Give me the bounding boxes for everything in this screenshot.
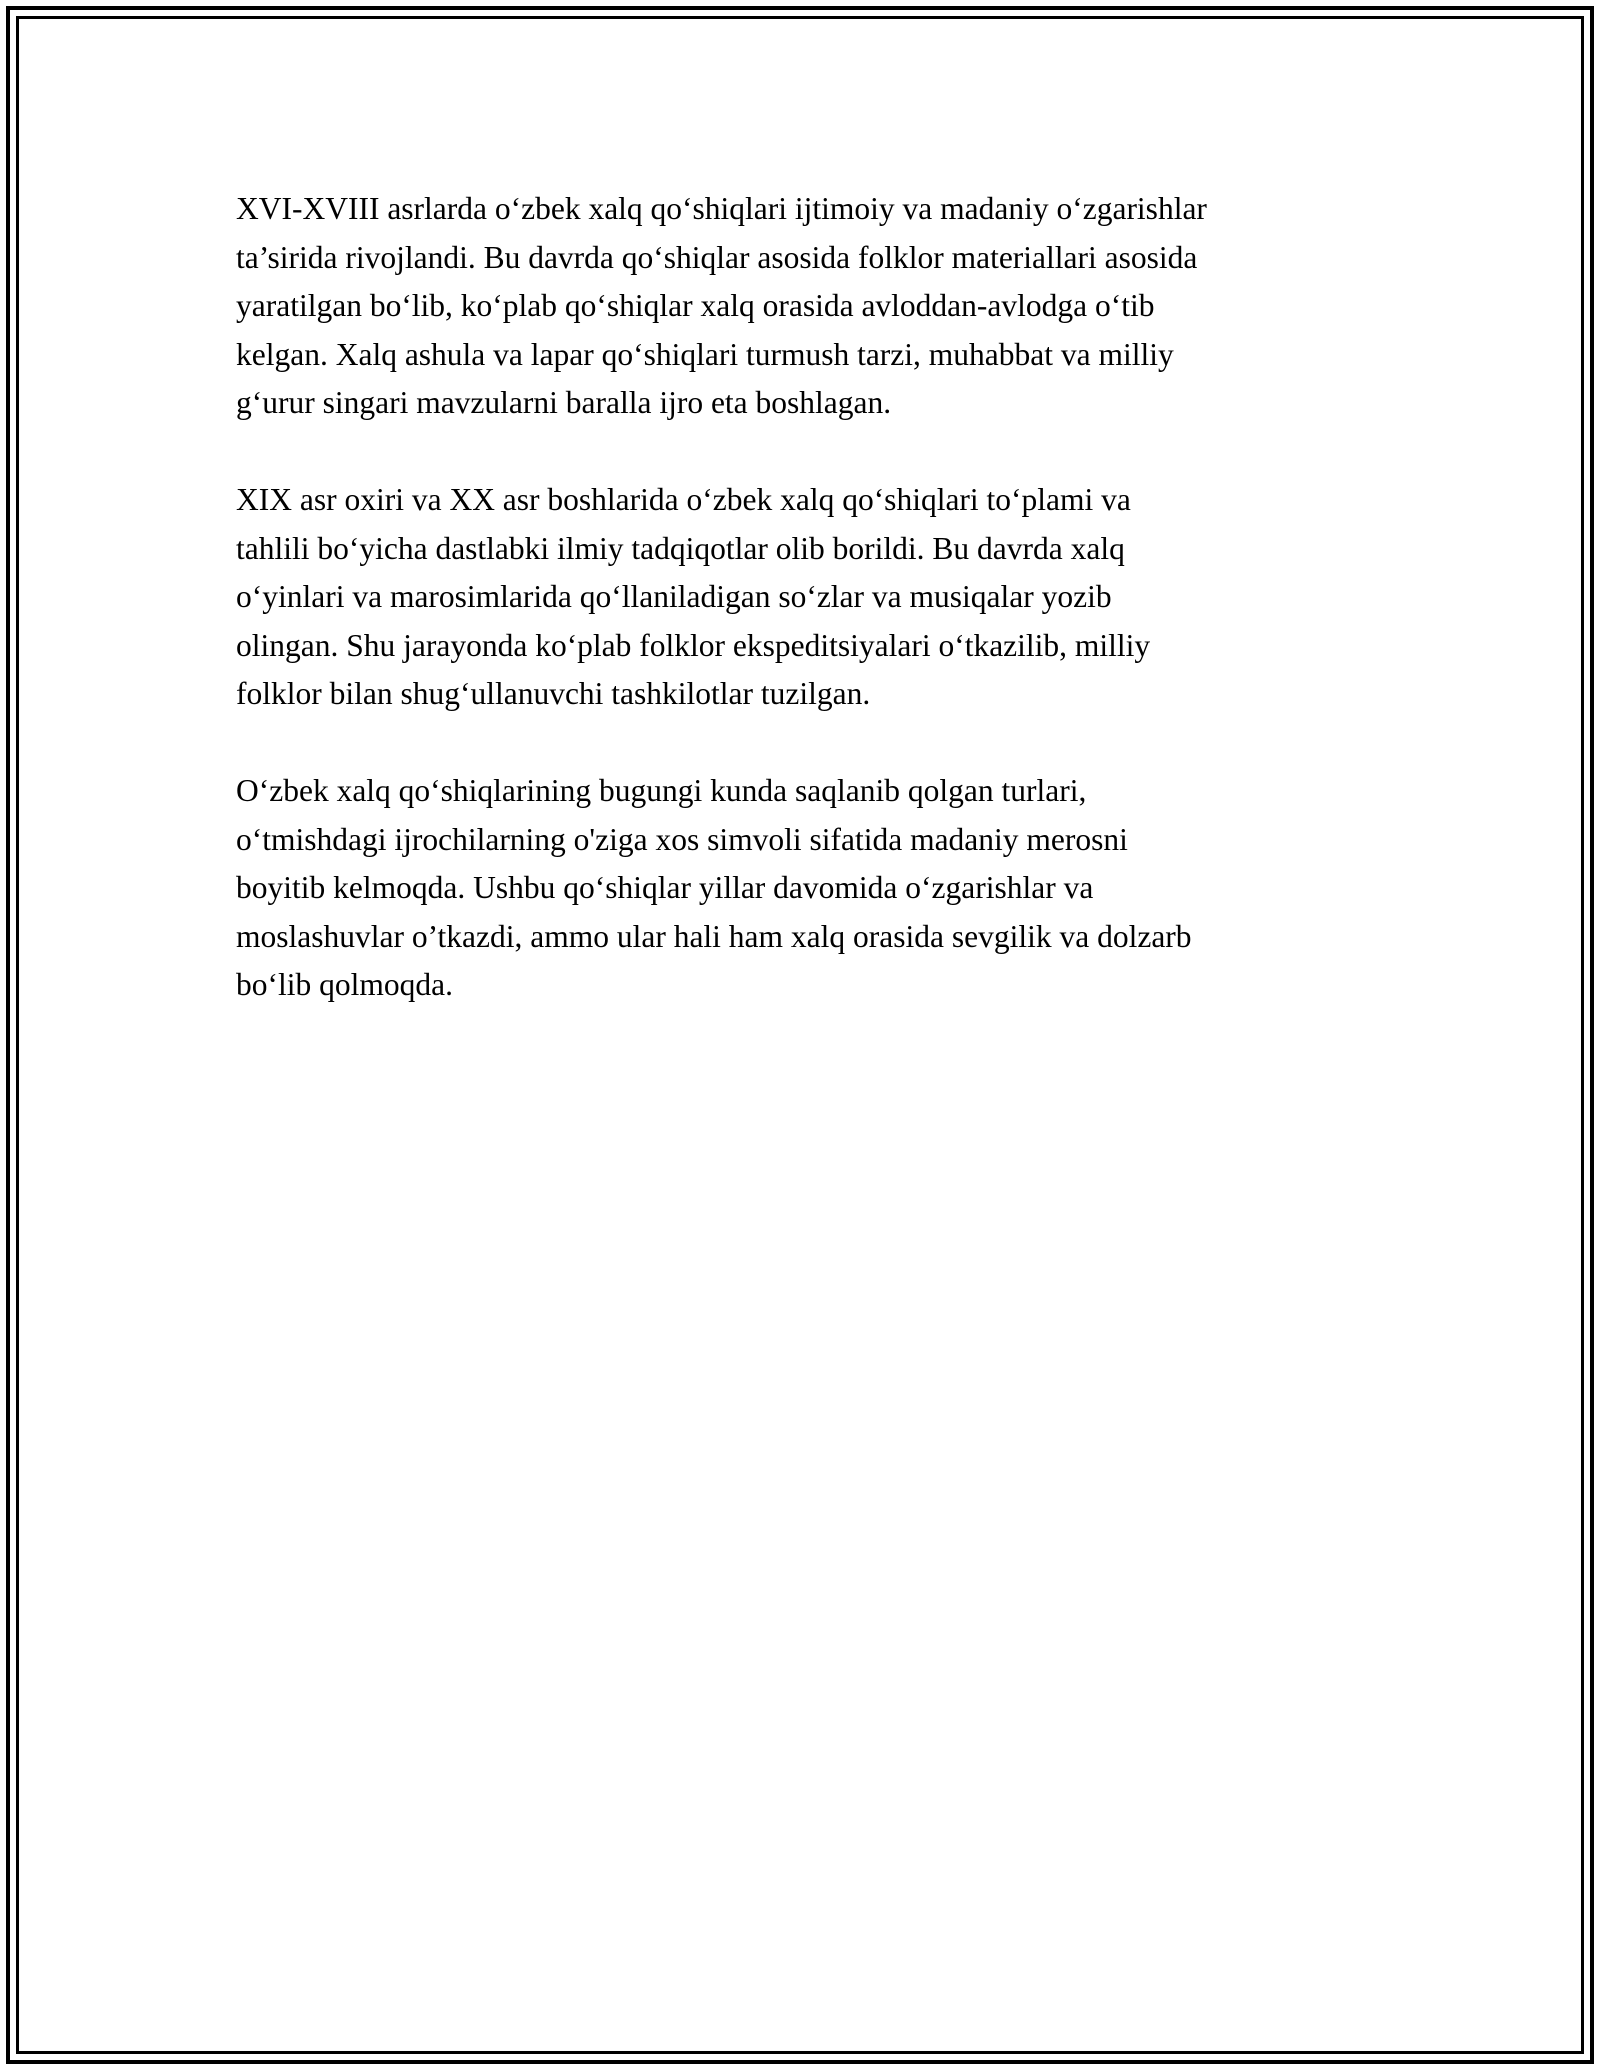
text-line: folklor bilan shug‘ullanuvchi tashkilotlar tuzilgan. xyxy=(236,676,871,711)
text-line: ta’sirida rivojlandi. Bu davrda qo‘shiqlar asosida folklor materiallari asosida xyxy=(236,239,1198,275)
paragraph-2 xyxy=(236,476,1376,719)
text-line: moslashuvlar o’tkazdi, ammo ular hali ham xalq orasida sevgilik va dolzarb xyxy=(236,918,1192,954)
text-line: o‘yinlari va marosimlarida qo‘llaniladigan so‘zlar va musiqalar yozib xyxy=(236,579,1112,614)
text-line: XVI-XVIII asrlarda o‘zbek xalq qo‘shiqlari ijtimoiy va madaniy o‘zgarishlar xyxy=(236,191,1207,226)
text-line: bo‘lib qolmoqda. xyxy=(236,967,453,1002)
document-body xyxy=(236,185,1376,1058)
paragraph-1 xyxy=(236,185,1376,428)
text-line: O‘zbek xalq qo‘shiqlarining bugungi kunda saqlanib qolgan turlari, xyxy=(236,773,1087,808)
text-line: g‘urur singari mavzularni baralla ijro eta boshlagan. xyxy=(236,385,892,420)
paragraph-3 xyxy=(236,767,1376,1010)
text-line: XIX asr oxiri va XX asr boshlarida o‘zbek xalq qo‘shiqlari to‘plami va xyxy=(236,482,1131,517)
text-line: boyitib kelmoqda. Ushbu qo‘shiqlar yillar davomida o‘zgarishlar va xyxy=(236,870,1094,905)
text-line: tahlili bo‘yicha dastlabki ilmiy tadqiqotlar olib borildi. Bu davrda xalq xyxy=(236,530,1125,566)
text-line: kelgan. Xalq ashula va lapar qo‘shiqlari turmush tarzi, muhabbat va milliy xyxy=(236,336,1174,372)
text-line: o‘tmishdagi ijrochilarning o'ziga xos simvoli sifatida madaniy merosni xyxy=(236,821,1128,857)
text-line: yaratilgan bo‘lib, ko‘plab qo‘shiqlar xalq orasida avloddan-avlodga o‘tib xyxy=(236,288,1155,323)
text-line: olingan. Shu jarayonda ko‘plab folklor ekspeditsiyalari o‘tkazilib, milliy xyxy=(236,627,1151,663)
